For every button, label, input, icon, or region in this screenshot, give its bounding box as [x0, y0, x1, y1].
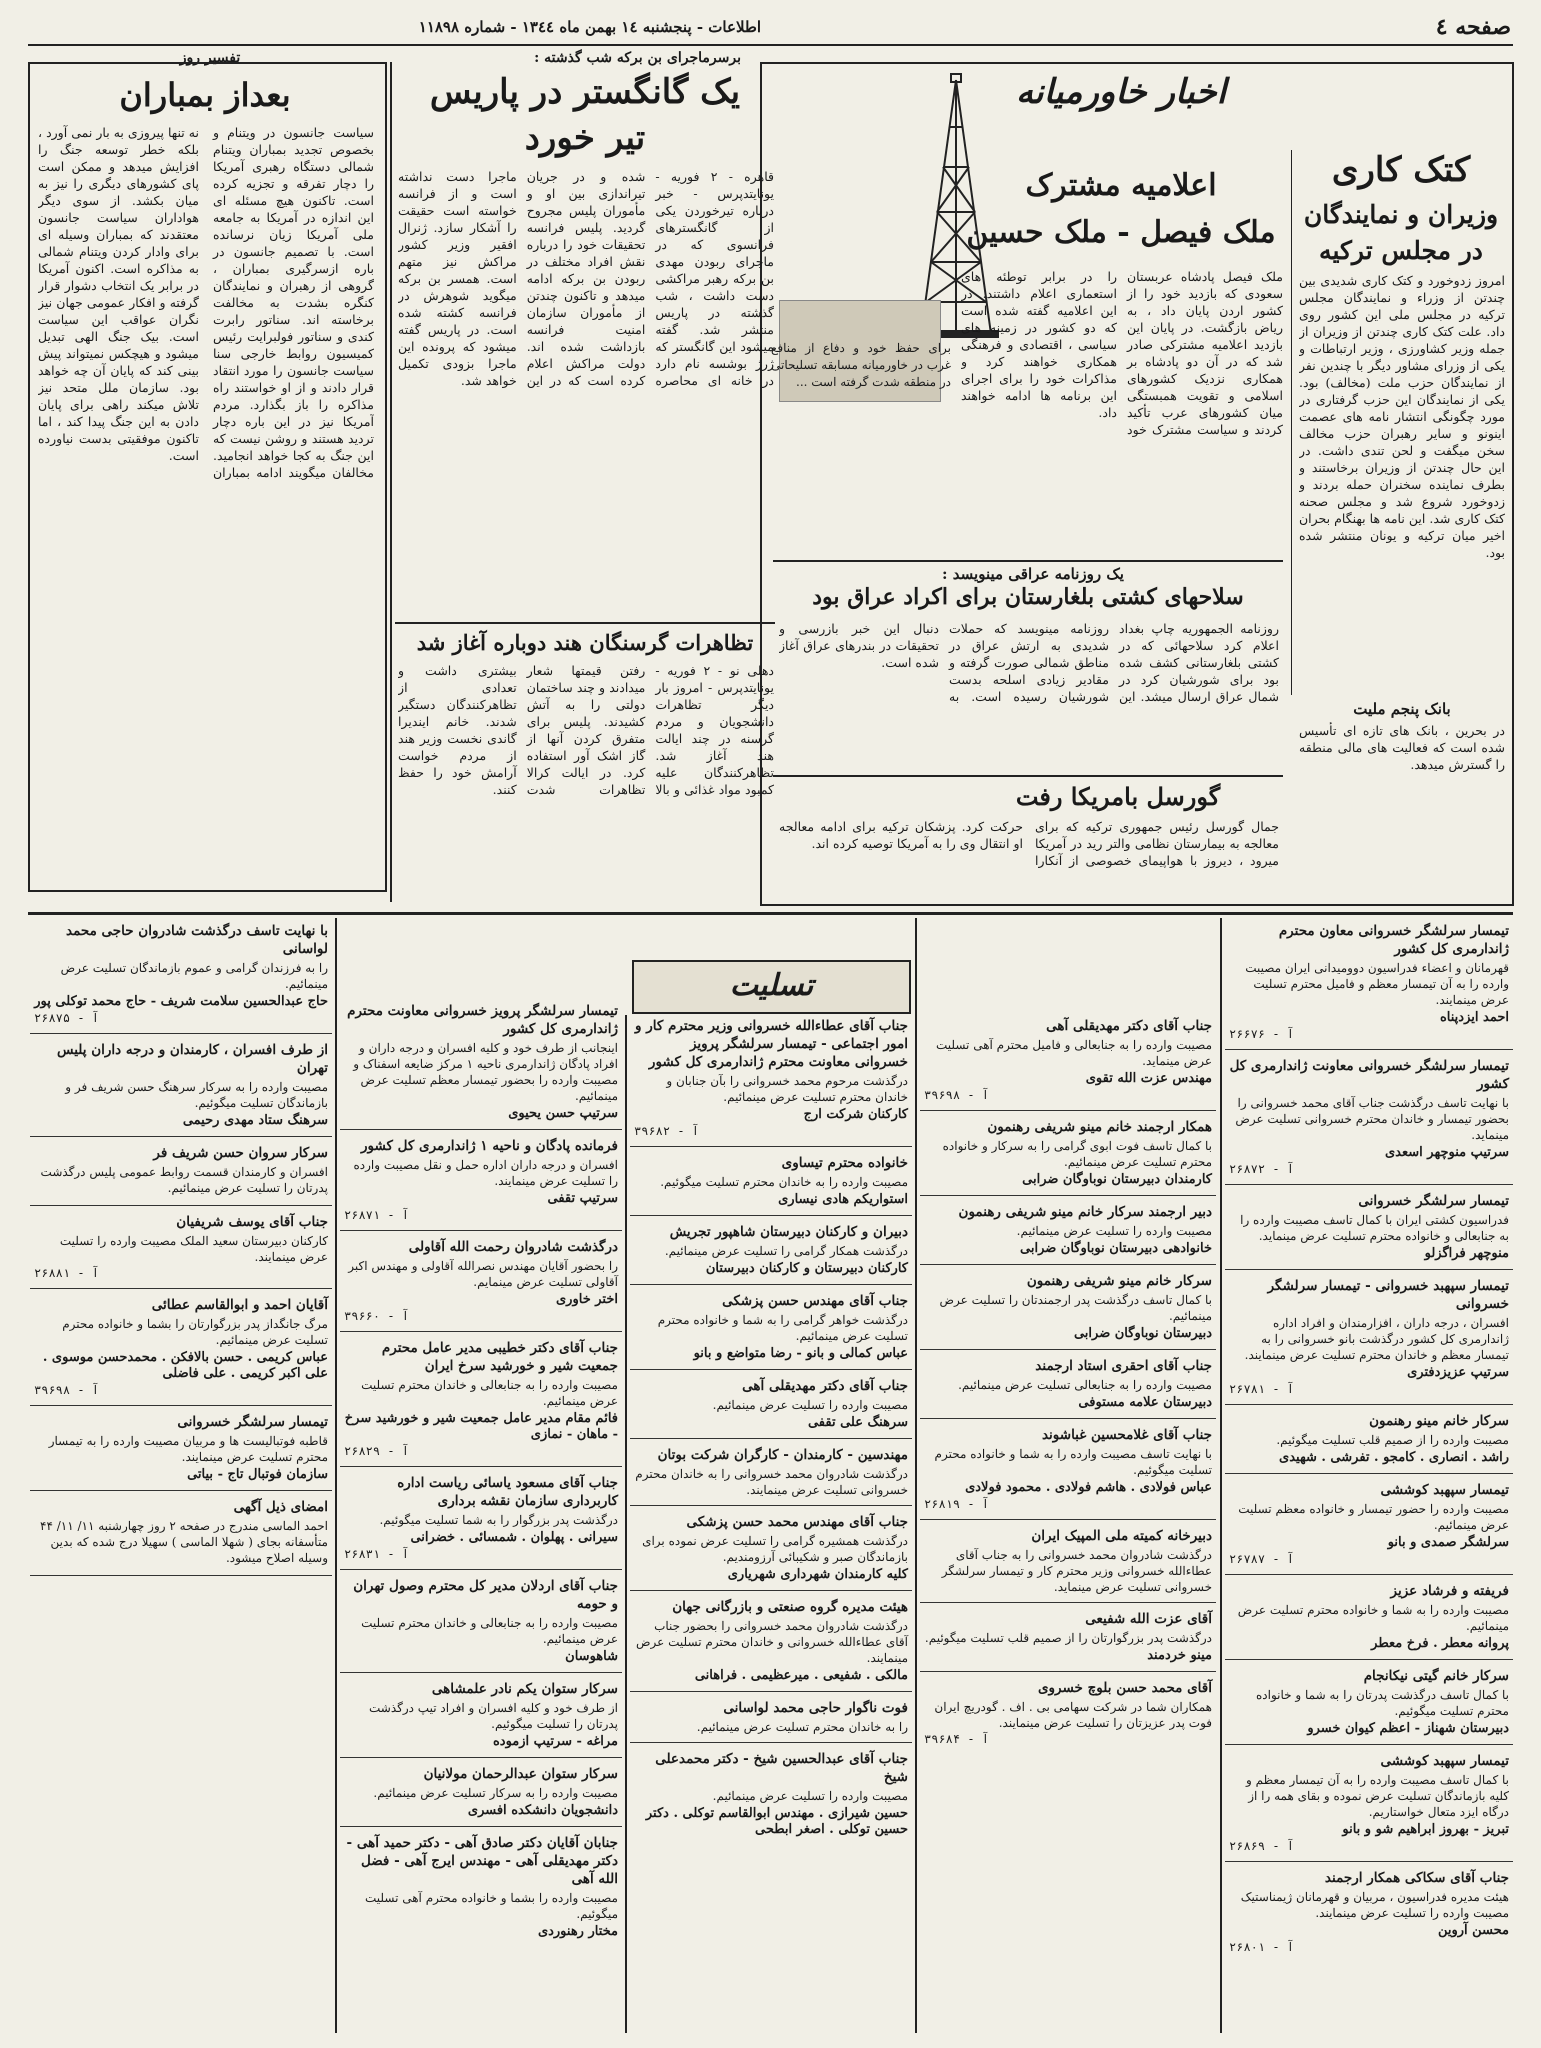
- notice-title: جناب آقای یوسف شریفیان: [176, 1214, 328, 1230]
- divider: [920, 1195, 1216, 1196]
- condolence-notice: [30, 1496, 332, 1570]
- notice-body: مصیبت وارده را به خاندان محترم تسلیت میگوئیم.: [660, 1175, 908, 1189]
- column-rule: [915, 918, 917, 2033]
- condolence-notice: [920, 1677, 1216, 1749]
- notice-signature: دبیرستان شهناز - اعظم کیوان خسرو: [1307, 1721, 1509, 1736]
- section-rule: [395, 622, 775, 624]
- notice-signature: سرلشگر صمدی و بانو: [1387, 1535, 1509, 1550]
- condolence-notice: [1225, 1190, 1513, 1264]
- notice-signature: سرتیپ منوچهر اسعدی: [1384, 1145, 1509, 1160]
- notice-signature: سرتیپ تقفی: [547, 1191, 618, 1206]
- condolence-column: [630, 1015, 912, 2030]
- notice-body: درگذشت پدر بزرگوار را به شما تسلیت میگوئیم.: [379, 1513, 618, 1527]
- condolence-top-rule: [28, 912, 1513, 915]
- divider: [30, 1136, 332, 1137]
- notice-title: سرکار ستوان یکم نادر علمشاهی: [431, 1681, 618, 1697]
- divider: [30, 1288, 332, 1289]
- notice-code: آ - ٢۶۶٧۶: [1229, 1027, 1295, 1041]
- notice-body: درگذشت همکار گرامی را تسلیت عرض مینمائیم.: [664, 1244, 908, 1258]
- condolence-notice: [1225, 920, 1513, 1044]
- notice-body: افسران و درجه داران اداره حمل و نقل مصیبت وارده را تسلیت عرض مینمایند.: [353, 1158, 618, 1188]
- notice-body: با کمال تاسف فوت ابوی گرامی را به سرکار و خانواده محترم تسلیت عرض مینمائیم.: [942, 1139, 1212, 1169]
- notice-signature: حاج عبدالحسین سلامت شریف - حاج محمد توکلی پور: [34, 994, 328, 1009]
- condolence-notice: [630, 1221, 912, 1279]
- condolence-notice: [340, 1472, 622, 1564]
- notice-body: درگذشت شادروان محمد خسروانی را بحضور جناب آقای عطاءالله خسروانی و خاندان محترم تسلیت عرض مینمایند.: [636, 1619, 908, 1665]
- condolence-notice: [630, 1444, 912, 1500]
- notice-title: جناب آقای دکتر مهدیقلی آهی: [1046, 1018, 1212, 1034]
- notice-code: آ - ٣٩۶٩٨: [34, 1383, 100, 1397]
- notice-body: مصیبت وارده را حضور تیمسار و خانواده معظم تسلیت عرض مینمائیم.: [1238, 1502, 1509, 1532]
- notice-code: آ - ٢۶٨٣١: [344, 1547, 410, 1561]
- notice-title: جناب آقای احقری استاد ارجمند: [1035, 1358, 1212, 1374]
- divider: [630, 1590, 912, 1591]
- notice-body: مصیبت وارده را به جنابعالی و خاندان محترم تسلیت عرض مینمائیم.: [361, 1616, 618, 1646]
- notice-body: مرگ جانگداز پدر بزرگوارتان را بشما و خانواده محترم تسلیت عرض مینمائیم.: [62, 1317, 328, 1347]
- notice-body: مصیبت وارده را بشما و خانواده محترم آهی تسلیت میگوئیم.: [364, 1891, 618, 1921]
- notice-title: تیمسار سپهبد کوششی: [1380, 1753, 1509, 1769]
- headline-bank: بانک پنجم ملیت: [1353, 700, 1451, 718]
- condolence-notice: [1225, 1479, 1513, 1569]
- notice-code: آ - ٣٩۶٨٢: [634, 1124, 700, 1138]
- notice-code: آ - ٣٩۶٩٨: [924, 1088, 990, 1102]
- headline-joint-2: ملک فیصل - ملک حسین: [966, 215, 1276, 250]
- notice-body: درگذشت شادروان محمد خسروانی را به خاندان محترم خسروانی تسلیت عرض مینمایند.: [635, 1467, 908, 1497]
- section-title: اخبار خاورمیانه: [1015, 72, 1227, 112]
- notice-body: مصیبت وارده را تسلیت عرض مینمائیم.: [1016, 1224, 1212, 1238]
- notice-title: جنابان آقایان دکتر صادق آهی - دکتر حمید آهی - دکتر مهدیقلی آهی - مهندس ایرج آهی - فضل الله آهی: [346, 1835, 618, 1887]
- article-gursel-body: جمال گورسل رئیس جمهوری ترکیه که برای معالجه به بیمارستان نظامی والتر رید در آمریکا میرود ، دیروز با هواپیمای خصوصی از آنکارا حرکت کرد. پزشکان ترکیه برای ادامه معالجه او انتقال وی را به آمریکا توصیه کرده اند.: [779, 819, 1279, 868]
- notice-title: جناب آقای غلامحسین غباشوند: [1041, 1427, 1212, 1443]
- condolence-notice: [630, 1375, 912, 1433]
- headline-gangster-1: یک گانگستر در پاریس: [429, 72, 741, 112]
- notice-title: مهندسین - کارمندان - کارگران شرکت بوتان: [657, 1447, 908, 1463]
- notice-body: فدراسیون کشتی ایران با کمال تاسف مصیبت وارده را به جنابعالی و خانواده محترم تسلیت عرض مینماید.: [1240, 1213, 1509, 1243]
- notice-signature: راشد . انصاری . کامجو . تفرشی . شهیدی: [1279, 1450, 1509, 1465]
- column-rule: [335, 918, 337, 2033]
- notice-signature: سرهنگ علی تقفی: [807, 1415, 908, 1430]
- notice-signature: مختار رهنوردی: [537, 1924, 618, 1939]
- headline-india: تظاهرات گرسنگان هند دوباره آغاز شد: [416, 630, 754, 655]
- headline-gursel: گورسل بامریکا رفت: [1015, 782, 1221, 811]
- editorial-body: سیاست جانسون در ویتنام و بخصوص تجدید بمباران ویتنام شمالی دستگاه رهبری آمریکا را دچار تفرقه و تجزیه کرده است. تاکنون هیچ مسئله ای این اندازه در آمریکا به جامعه ملی آمریکا زیان نرسانده است. با تصمیم جانسون در باره ازسرگیری بمباران ، گروهی از رهبران و نمایندگان کنگره بشدت به مخالفت برخاسته اند. سناتور رابرت کندی و سناتور فولبرایت رئیس کمیسیون روابط خارجی سنا سیاست جانسون را مورد انتقاد قرار دادند و از او خواستند راه مذاکره را باز بگذارد. مردم آمریکا نیز در این باره دچار تردید هستند و روشن نیست که این جنگ به کجا خواهد انجامید. مخالفان میگویند ادامه بمباران نه تنها پیروزی به بار نمی آورد ، بلکه خطر توسعه جنگ را افزایش میدهد و ممکن است پای کشورهای دیگری را نیز به میان بکشد. از سوی دیگر هواداران سیاست جانسون معتقدند که بمباران وسیله ای برای وادار کردن ویتنام شمالی به مذاکره است. اکنون آمریکا در برابر یک انتخاب دشوار قرار گرفته و افکار عمومی جهان نیز نگران عواقب این سیاست است. بیک جنگ الهی تبدیل میشود و هیچکس نمیتواند پیش بینی کند که پایان آن چه خواهد بود. سازمان ملل متحد نیز تلاش میکند راهی برای پایان دادن به این جنگ پیدا کند ، اما تاکنون موفقیتی بدست نیاورده است.: [38, 125, 374, 480]
- notice-signature: عباس فولادی . هاشم فولادی . محمود فولادی: [965, 1480, 1212, 1495]
- notice-signature: خانوادهی دبیرستان نوباوگان ضرابی: [1020, 1241, 1212, 1256]
- notice-signature: مراغه - سرتیپ ازموده: [492, 1734, 618, 1749]
- notice-title: سرکار سروان حسن شریف فر: [153, 1145, 328, 1161]
- notice-code: آ - ٣٩۶٨۴: [924, 1732, 990, 1746]
- notice-signature: دانشجویان دانشکده افسری: [467, 1803, 618, 1818]
- notice-title: خانواده محترم تیساوی: [781, 1155, 908, 1171]
- article-turkey-body: امروز زدوخورد و کتک کاری شدیدی بین چندتن از وزراء و نمایندگان مجلس ترکیه در مجلس ملی این کشور روی داد. علت کتک کاری چندتن از وزیران از جمله وزیر کشاورزی ، وزیر ارتباطات و یکی از وزرای مشاور دیگر با چندین نفر از نمایندگان حزب ملت (مخالف) بود. یکی از نمایندگان این حزب گرفتاری در مورد چگونگی انتشار نامه های عصمت اینونو و سایر رهبران حزب مخالف سخن میگفت و لحن تندی داشت. در این حال چندتن از وزیران برخاستند و بطرف نماینده سخنران حمله بردند و زدوخورد شروع شد و مجلس صحنه کتک کاری شد. این نامه ها بهنگام بحران اخیر میان ترکیه و یونان منتشر شده بود.: [1299, 273, 1505, 560]
- divider: [1225, 1744, 1513, 1745]
- notice-signature: مهندس عزت الله تقوی: [1085, 1071, 1212, 1086]
- series-title: برسرماجرای بن برکه شب گذشته :: [534, 50, 741, 66]
- notice-body: درگذشت خواهر گرامی را به شما و خانواده محترم تسلیت عرض مینمائیم.: [657, 1313, 908, 1343]
- notice-signature: مینو خردمند: [1147, 1648, 1212, 1663]
- column-rule: [1220, 918, 1222, 2033]
- condolence-notice: [920, 1608, 1216, 1666]
- article-iraq-body: روزنامه الجمهوریه چاپ بغداد اعلام کرد سلاحهائی که در کشتی بلغارستانی کشف شده بود برای شورشیان کرد در شمال عراق ارسال میشد. این روزنامه مینویسد که حملات شدیدی به ارتش عراق در مناطق شمالی صورت گرفته و مقادیر زیادی اسلحه بدست شورشیان رسیده است. به دنبال این خبر بازرسی و تحقیقات در بندرهای عراق آغاز شده است.: [779, 621, 1279, 704]
- section-rule: [773, 775, 1283, 777]
- notice-title: از طرف افسران ، کارمندان و درجه داران پلیس تهران: [57, 1042, 328, 1076]
- editorial-headline: بعداز بمباران: [119, 76, 291, 114]
- notice-signature: شاهوسان: [565, 1649, 618, 1664]
- condolence-title-box: [632, 960, 911, 1014]
- condolence-notice: [630, 1290, 912, 1364]
- notice-signature: اختر خاوری: [556, 1292, 618, 1307]
- divider: [630, 1215, 912, 1216]
- photo-caption: برای حفظ خود و دفاع از منافع غرب در خاورمیانه مسابقه تسلیحاتی در منطقه شدت گرفته است ...: [771, 341, 951, 389]
- condolence-notice: [920, 1015, 1216, 1105]
- condolence-notice: [340, 1000, 622, 1124]
- divider: [340, 1757, 622, 1758]
- notice-body: مصیبت وارده را به سرکار تسلیت عرض مینمائیم.: [373, 1786, 618, 1800]
- condolence-column: [920, 1015, 1216, 2030]
- notice-title: جناب آقای سکاکی همکار ارجمند: [1324, 1870, 1509, 1886]
- notice-title: فرمانده پادگان و ناحیه ١ ژاندارمری کل کشور: [361, 1138, 618, 1154]
- notice-body: درگذشت همشیره گرامی را تسلیت عرض نموده برای بازماندگان صبر و شکیبائی آرزومندیم.: [642, 1534, 908, 1564]
- notice-body: هیئت مدیره فدراسیون ، مربیان و قهرمانان ژیمناستیک مصیبت وارده را تسلیت عرض مینمایند.: [1240, 1890, 1509, 1920]
- notice-body: کارکنان دبیرستان سعید الملک مصیبت وارده را تسلیت عرض مینمایند.: [59, 1234, 328, 1264]
- divider: [920, 1264, 1216, 1265]
- notice-body: مصیبت وارده را به جنابعالی و خاندان محترم تسلیت عرض مینمائیم.: [361, 1378, 618, 1408]
- headline-turkey-3: در مجلس ترکیه: [1319, 236, 1483, 265]
- condolence-notice: [1225, 1665, 1513, 1739]
- divider: [920, 1671, 1216, 1672]
- divider: [30, 1575, 332, 1576]
- article-bank-body: در بحرین ، بانک های تازه ای تأسیس شده است که فعالیت های مالی منطقه را گسترش میدهد.: [1299, 723, 1505, 772]
- notice-title: تیمسار سپهبد خسروانی - تیمسار سرلشگر خسروانی: [1267, 1278, 1509, 1312]
- notice-signature: سرتیپ عزیزدفتری: [1407, 1365, 1509, 1380]
- notice-code: آ - ٢۶٨٧٢: [1229, 1162, 1295, 1176]
- notice-signature: عباس کمالی و بانو - رضا متواضع و بانو: [693, 1346, 908, 1361]
- notice-body: درگذشت پدر بزرگوارتان را از صمیم قلب تسلیت میگوئیم.: [924, 1631, 1212, 1645]
- divider: [340, 1230, 622, 1231]
- condolence-notice: [920, 1270, 1216, 1344]
- divider: [920, 1110, 1216, 1111]
- notice-signature: مالکی . شفیعی . میرعظیمی . فراهانی: [694, 1668, 908, 1683]
- notice-title: جناب آقای عطاءالله خسروانی وزیر محترم کار و امور اجتماعی - تیمسار سرلشگر پرویز خسروانی معاونت محترم ژاندارمری کل کشور: [635, 1018, 908, 1070]
- condolence-notice: [340, 1135, 622, 1225]
- divider: [1225, 1184, 1513, 1185]
- notice-body: درگذشت شادروان محمد خسروانی را به جناب آقای عطاءالله خسروانی وزیر محترم کار و تیمسار سرلشگر خسروانی تسلیت عرض مینماید.: [941, 1548, 1212, 1594]
- article-india-body: دهلی نو - ٢ فوریه - یونایتدپرس - امروز بار دیگر تظاهرات دانشجویان و مردم گرسنه در چند ایالت هند آغاز شد. تظاهرکنندگان علیه کمبود مواد غذائی و بالا رفتن قیمتها شعار میدادند و چند ساختمان دولتی را به آتش کشیدند. پلیس برای متفرق کردن آنها از گاز اشک آور استفاده کرد. در ایالت کرالا تظاهرات شدت بیشتری داشت و تعدادی از تظاهرکنندگان دستگیر شدند. خانم ایندیرا گاندی نخست وزیر هند از مردم خواست آرامش خود را حفظ کنند.: [398, 663, 774, 797]
- notice-signature: کارکنان شرکت ارج: [803, 1107, 908, 1122]
- condolence-notice: [30, 1581, 332, 1587]
- notice-signature: استواریکم هادی نیساری: [778, 1192, 908, 1207]
- notice-title: درگذشت شادروان رحمت الله آقاولی: [408, 1239, 618, 1255]
- divider: [340, 1466, 622, 1467]
- condolence-notice: [340, 1236, 622, 1326]
- notice-signature: سیرانی . پهلوان . شمسائی . خضرانی: [410, 1530, 618, 1545]
- divider: [630, 1742, 912, 1743]
- notice-title: فوت ناگوار حاجی محمد لواسانی: [723, 1700, 908, 1716]
- notice-title: فریفته و فرشاد عزیز: [1390, 1583, 1509, 1599]
- condolence-notice: [340, 1763, 622, 1821]
- notice-code: آ - ٢۶٨۶٩: [1229, 1839, 1295, 1853]
- divider: [1225, 1659, 1513, 1660]
- divider: [30, 1490, 332, 1491]
- condolence-notice: [30, 1294, 332, 1400]
- notice-title: تیمسار سرلشگر خسروانی: [1358, 1193, 1509, 1209]
- condolence-notice: [920, 1424, 1216, 1514]
- notice-body: مصیبت وارده را از صمیم قلب تسلیت میگوئیم.: [1276, 1433, 1509, 1447]
- divider: [1225, 1269, 1513, 1270]
- notice-body: مصیبت وارده را تسلیت عرض مینمائیم.: [712, 1398, 908, 1412]
- notice-body: احمد الماسی مندرج در صفحه ٢ روز چهارشنبه ١١/ ١١/ ۴۴ متأسفانه بجای ( شهلا الماسی ) سهیلا درج شده که بدین وسیله اصلاح میشود.: [40, 1519, 328, 1565]
- divider: [1225, 1049, 1513, 1050]
- section-rule: [773, 560, 1283, 562]
- condolence-notice: [630, 1152, 912, 1210]
- condolence-notice: [30, 920, 332, 1028]
- notice-signature: دبیرستان نوباوگان ضرابی: [1073, 1326, 1212, 1341]
- notice-title: جناب آقای دکتر مهدیقلی آهی: [742, 1378, 908, 1394]
- notice-body: را بحضور آقایان مهندس نصرالله آقاولی و مهندس اکبر آقاولی تسلیت عرض مینمایم.: [348, 1259, 618, 1289]
- notice-body: را به فرزندان گرامی و عموم بازماندگان تسلیت عرض مینمائیم.: [60, 961, 328, 991]
- notice-body: قاطبه فوتبالیست ها و مربیان مصیبت وارده را به تیمسار محترم تسلیت عرض مینمایند.: [48, 1434, 328, 1464]
- divider: [920, 1519, 1216, 1520]
- notice-body: مصیبت وارده را به جنابعالی تسلیت عرض مینمائیم.: [958, 1378, 1212, 1392]
- condolence-column: [30, 920, 332, 2030]
- condolence-notice: [630, 1596, 912, 1686]
- condolence-title: تسلیت: [729, 968, 814, 1003]
- condolence-notice: [1225, 1275, 1513, 1399]
- notice-title: جناب آقای دکتر خطیبی مدیر عامل محترم جمعیت شیر و خورشید سرخ ایران: [381, 1340, 618, 1374]
- masthead-info: اطلاعات - پنجشنبه ١٤ بهمن ماه ١٣٤٤ - شماره ١١٨٩٨: [418, 18, 761, 36]
- condolence-notice: [630, 1697, 912, 1737]
- notice-body: مصیبت وارده را به سرکار سرهنگ حسن شریف فر و بازماندگان تسلیت میگوئیم.: [65, 1080, 328, 1110]
- condolence-notice: [30, 1142, 332, 1200]
- notice-signature: سرهنگ ستاد مهدی رحیمی: [182, 1113, 328, 1128]
- divider: [1225, 1404, 1513, 1405]
- notice-body: با کمال تاسف درگذشت پدر ارجمندتان را تسلیت عرض مینمائیم.: [939, 1293, 1212, 1323]
- notice-title: تیمسار سرلشگر پرویز خسروانی معاونت محترم ژاندارمری کل کشور: [347, 1003, 618, 1037]
- notice-signature: فائم مقام مدیر عامل جمعیت شیر و خورشید سرخ - ماهان - نمازی: [344, 1411, 618, 1442]
- notice-signature: محسن آروین: [1437, 1923, 1509, 1938]
- divider: [630, 1505, 912, 1506]
- divider: [630, 1438, 912, 1439]
- notice-signature: حسین شیرازی . مهندس ابوالقاسم توکلی . دکتر حسین توکلی . اصغر ابطحی: [645, 1806, 908, 1837]
- condolence-notice: [340, 1337, 622, 1461]
- notice-body: اینجانب از طرف خود و کلیه افسران و درجه داران و افراد پادگان ژاندارمری ناحیه ١ مرکز ضایعه اسفناک و مصیبت وارده را بحضور تیمسار معظم تسلیت عرض مینمائیم.: [353, 1041, 618, 1103]
- divider: [340, 1129, 622, 1130]
- condolence-notice: [630, 1015, 912, 1141]
- notice-title: همکار ارجمند خانم مینو شریفی رهنمون: [987, 1119, 1212, 1135]
- notice-signature: احمد ایزدپناه: [1439, 1010, 1509, 1025]
- notice-title: جناب آقای مهندس حسن پزشکی: [722, 1293, 908, 1309]
- notice-body: قهرمانان و اعضاء فدراسیون دوومیدانی ایران مصیبت وارده را به آن تیمسار معظم و فامیل محترم تسلیت عرض مینمایند.: [1245, 961, 1509, 1007]
- divider: [630, 1369, 912, 1370]
- divider: [340, 1569, 622, 1570]
- notice-body: همکاران شما در شرکت سهامی بی . اف . گودریچ ایران فوت پدر عزیزتان را تسلیت عرض مینمایند.: [934, 1700, 1212, 1730]
- divider: [630, 1691, 912, 1692]
- notice-code: آ - ٢۶٨٠١: [1229, 1940, 1295, 1954]
- condolence-notice: [630, 1748, 912, 1840]
- notice-signature: کلیه کارمندان شهرداری شهریاری: [727, 1567, 908, 1582]
- notice-code: آ - ٢۶٨٧۵: [34, 1011, 100, 1025]
- notice-title: با نهایت تاسف درگذشت شادروان حاجی محمد لواسانی: [66, 923, 328, 957]
- headline-turkey-1: کتک کاری: [1331, 150, 1471, 190]
- condolence-notice: [920, 1201, 1216, 1259]
- notice-title: تیمسار سرلشگر خسروانی: [177, 1414, 328, 1430]
- condolence-notice: [1225, 1750, 1513, 1856]
- condolence-notice: [920, 1355, 1216, 1413]
- notice-body: را به خاندان محترم تسلیت عرض مینمائیم.: [696, 1720, 908, 1734]
- notice-signature: کارمندان دبیرستان نوباوگان ضرابی: [1022, 1172, 1212, 1187]
- condolence-notice: [920, 1116, 1216, 1190]
- notice-title: جناب آقای عبدالحسین شیخ - دکتر محمدعلی شیخ: [655, 1751, 908, 1785]
- condolence-notice: [30, 1039, 332, 1131]
- notice-signature: کارکنان دبیرستان و کارکنان دبیرستان: [705, 1261, 908, 1276]
- notice-signature: عباس کریمی . حسن بالافکن . محمدحسن موسوی . علی اکبر کریمی . علی فاضلی: [42, 1350, 328, 1381]
- notice-title: تیمسار سپهبد کوششی: [1380, 1482, 1509, 1498]
- condolence-notice: [30, 1211, 332, 1283]
- divider: [920, 1418, 1216, 1419]
- notice-title: دبیر ارجمند سرکار خانم مینو شریفی رهنمون: [958, 1204, 1212, 1220]
- notice-signature: دبیرستان علامه مستوفی: [1078, 1395, 1212, 1410]
- headline-iraq-2: سلاحهای کشتی بلغارستان برای اکراد عراق بود: [812, 584, 1244, 610]
- notice-body: درگذشت مرحوم محمد خسروانی را بآن جنابان و خاندان محترم تسلیت عرض مینمائیم.: [666, 1074, 908, 1104]
- condolence-notice: [1225, 1055, 1513, 1179]
- notice-title: سرکار ستوان عبدالرحمان مولانیان: [423, 1766, 618, 1782]
- notice-title: آقایان احمد و ابوالقاسم عطائی: [151, 1297, 328, 1313]
- notice-title: آقای محمد حسن بلوچ خسروی: [1037, 1680, 1212, 1696]
- condolence-notice: [920, 1525, 1216, 1597]
- notice-title: تیمسار سرلشگر خسروانی معاون محترم ژاندارمری کل کشور: [1278, 923, 1509, 957]
- notice-body: با کمال تاسف درگذشت پدرتان را به شما و خانواده محترم تسلیت میگوئیم.: [1256, 1688, 1509, 1718]
- headline-joint-1: اعلامیه مشترک: [1025, 168, 1217, 203]
- notice-title: دبیران و کارکنان دبیرستان شاهپور تجریش: [669, 1224, 908, 1240]
- notice-title: سرکار خانم مینو شریفی رهنمون: [1026, 1273, 1212, 1289]
- condolence-notice: [1225, 1867, 1513, 1957]
- divider: [1225, 1574, 1513, 1575]
- condolence-notice: [1225, 1580, 1513, 1654]
- divider: [920, 1602, 1216, 1603]
- notice-title: جناب آقای اردلان مدیر کل محترم وصول تهران و حومه: [353, 1578, 618, 1612]
- divider: [920, 1349, 1216, 1350]
- notice-body: مصیبت وارده را به شما و خانواده محترم تسلیت عرض مینمائیم.: [1237, 1603, 1509, 1633]
- masthead-rule: [28, 44, 1513, 46]
- notice-title: سرکار خانم گیتی نیکانجام: [1363, 1668, 1509, 1684]
- notice-title: هیئت مدیره گروه صنعتی و بازرگانی جهان: [672, 1599, 908, 1615]
- article-gangster-body: قاهره - ٢ فوریه - یونایتدپرس - خبر درباره تیرخوردن یکی از گانگسترهای فرانسوی که در ماجرای ربودن مهدی بن برکه رهبر مراکشی دست داشت ، شب گذشته در پاریس منتشر شد. گفته میشود این گانگستر که ژرژ بوشسه نام دارد در خانه ای محاصره شده و در جریان تیراندازی بین او و مأموران پلیس مجروح گردید. پلیس فرانسه تحقیقات خود را درباره نقش افراد مختلف در ربودن بن برکه ادامه میدهد و تاکنون چندتن از مأموران سازمان امنیت فرانسه بازداشت شده اند. دولت مراکش اعلام کرده است که در این ماجرا دست نداشته است و از فرانسه خواسته است حقیقت را آشکار سازد. ژنرال افقیر وزیر کشور مراکش نیز متهم است. همسر بن برکه میگوید شوهرش در فرانسه کشته شده است. در پاریس گفته میشود که پرونده این ماجرا بزودی تکمیل خواهد شد.: [398, 169, 774, 388]
- divider: [630, 1284, 912, 1285]
- notice-body: افسران و کارمندان قسمت روابط عمومی پلیس درگذشت پدرتان را تسلیت عرض مینمائیم.: [40, 1165, 328, 1195]
- notice-body: با نهایت تاسف درگذشت جناب آقای محمد خسروانی را بحضور تیمسار و خاندان محترم خسروانی تسلیت عرض مینماید.: [1235, 1096, 1509, 1142]
- divider: [30, 1205, 332, 1206]
- headline-gangster-2: تیر خورد: [524, 118, 646, 158]
- page-number: صفحه ٤: [1435, 14, 1511, 40]
- notice-body: با کمال تاسف مصیبت وارده را به آن تیمسار معظم و کلیه بازماندگان تسلیت عرض نموده و بقای همه را از درگاه ایزد متعال خواستاریم.: [1246, 1773, 1509, 1819]
- condolence-notice: [630, 1511, 912, 1585]
- article-joint-body: ملک فیصل پادشاه عربستان سعودی که بازدید خود را از کشور اردن پایان داد ، به ریاض بازگشت. در پایان این بازدید اعلامیه مشترکی صادر شد که در آن دو پادشاه بر همکاری نزدیک کشورهای اسلامی و تقویت همبستگی میان کشورهای عرب تأکید کردند و سیاست مشترک خود را در برابر توطئه های استعماری اعلام داشتند. در این اعلامیه گفته شده است که دو کشور در زمینه های سیاسی ، اقتصادی و فرهنگی همکاری خواهند کرد و مذاکرات خود را برای اجرای این برنامه ها ادامه خواهند داد.: [961, 269, 1283, 437]
- notice-title: جناب آقای مسعود یاسائی ریاست اداره کاربرداری سازمان نقشه برداری: [397, 1475, 618, 1509]
- condolence-notice: [340, 1832, 622, 1942]
- notice-title: جناب آقای مهندس محمد حسن پزشکی: [686, 1514, 908, 1530]
- notice-body: با نهایت تاسف مصیبت وارده را به شما و خانواده محترم تسلیت میگوئیم.: [934, 1447, 1212, 1477]
- headline-iraq-1: یک روزنامه عراقی مینویسد :: [942, 565, 1124, 583]
- column-rule: [625, 1015, 627, 2033]
- divider: [340, 1331, 622, 1332]
- condolence-notice: [340, 1678, 622, 1752]
- notice-code: آ - ٢۶٨١٩: [924, 1497, 990, 1511]
- notice-title: آقای عزت الله شفیعی: [1085, 1611, 1212, 1627]
- column-title: تفسیر روز: [179, 50, 241, 66]
- condolence-column: [340, 1000, 622, 2030]
- notice-code: آ - ٢۶٨٧١: [344, 1208, 410, 1222]
- notice-body: از طرف خود و کلیه افسران و افراد تیپ درگذشت پدرتان را تسلیت میگوئیم.: [368, 1701, 618, 1731]
- notice-signature: سرتیپ حسن یحیوی: [508, 1106, 618, 1121]
- notice-title: تیمسار سرلشگر خسروانی معاونت ژاندارمری کل کشور: [1229, 1058, 1509, 1092]
- notice-signature: پروانه معطر . فرخ معطر: [1371, 1636, 1509, 1651]
- notice-body: مصیبت وارده را به جنابعالی و فامیل محترم آهی تسلیت عرض مینماید.: [935, 1038, 1212, 1068]
- notice-body: مصیبت وارده را تسلیت عرض مینمائیم.: [712, 1789, 908, 1803]
- condolence-column: [1225, 920, 1513, 2030]
- notice-body: افسران ، درجه داران ، افزارمندان و افراد اداره ژاندارمری کل کشور درگذشت بانو خسروانی را به تیمسار معظم و خاندان محترم تسلیت عرض مینمایند.: [1244, 1316, 1509, 1362]
- notice-signature: سازمان فوتبال تاج - بیاتی: [187, 1467, 328, 1482]
- notice-code: آ - ٣٩۶۶٠: [344, 1309, 410, 1323]
- notice-title: امضای ذیل آگهی: [233, 1499, 328, 1515]
- notice-code: آ - ٢۶٨٢٩: [344, 1444, 410, 1458]
- condolence-notice: [1225, 1410, 1513, 1468]
- divider: [340, 1826, 622, 1827]
- divider: [1225, 1861, 1513, 1862]
- column-rule: [1291, 150, 1293, 695]
- divider: [30, 1405, 332, 1406]
- notice-code: آ - ٢۶٧٨٧: [1229, 1552, 1295, 1566]
- column-rule: [390, 62, 392, 902]
- headline-turkey-2: وزیران و نمایندگان: [1303, 200, 1499, 229]
- divider: [30, 1033, 332, 1034]
- divider: [340, 1672, 622, 1673]
- notice-signature: منوچهر فراگزلو: [1424, 1246, 1509, 1261]
- notice-code: آ - ٢۶٨٨١: [34, 1266, 100, 1280]
- notice-title: سرکار خانم مینو رهنمون: [1369, 1413, 1509, 1429]
- condolence-notice: [30, 1411, 332, 1485]
- notice-signature: تبریز - بهروز ابراهیم شو و بانو: [1342, 1822, 1509, 1837]
- notice-title: دبیرخانه کمیته ملی المپیک ایران: [1031, 1528, 1212, 1544]
- notice-code: آ - ٢۶٧٨١: [1229, 1382, 1295, 1396]
- condolence-notice: [340, 1575, 622, 1667]
- divider: [630, 1146, 912, 1147]
- divider: [1225, 1473, 1513, 1474]
